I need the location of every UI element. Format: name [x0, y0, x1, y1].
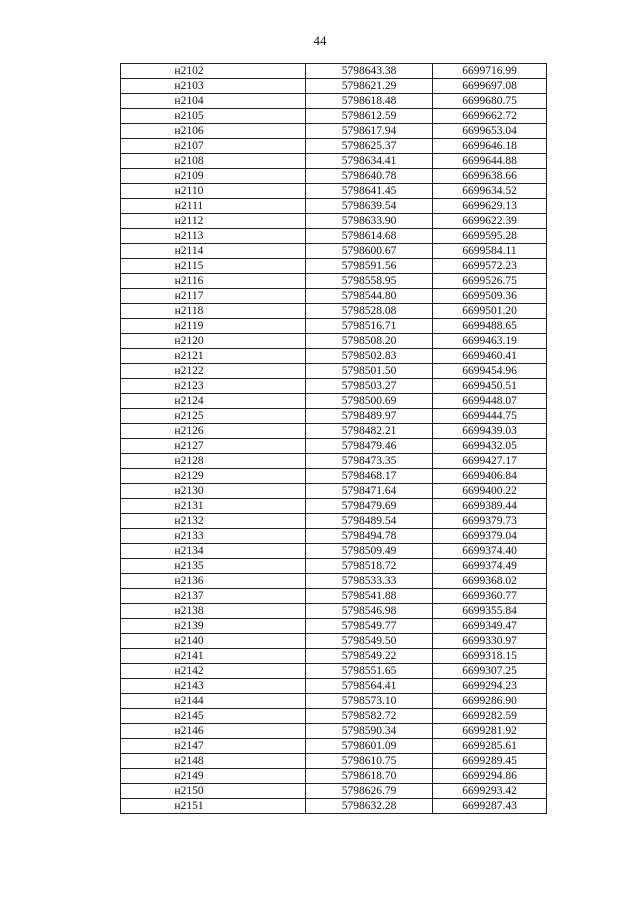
- point-id-cell: н2132: [121, 514, 306, 529]
- x-coordinate-cell: 5798573.10: [306, 694, 433, 709]
- point-id-cell: н2109: [121, 169, 306, 184]
- point-id-cell: н2117: [121, 289, 306, 304]
- table-row: [121, 499, 547, 514]
- x-coordinate-cell: 5798618.48: [306, 94, 433, 109]
- point-id-cell: н2147: [121, 739, 306, 754]
- x-coordinate-cell: 5798610.75: [306, 754, 433, 769]
- y-coordinate-cell: 6699406.84: [433, 469, 547, 484]
- point-id-cell: н2103: [121, 79, 306, 94]
- x-coordinate-cell: 5798600.67: [306, 244, 433, 259]
- y-coordinate-cell: 6699374.40: [433, 544, 547, 559]
- point-id-cell: н2141: [121, 649, 306, 664]
- y-coordinate-cell: 6699282.59: [433, 709, 547, 724]
- y-coordinate-cell: 6699463.19: [433, 334, 547, 349]
- x-coordinate-cell: 5798500.69: [306, 394, 433, 409]
- x-coordinate-cell: 5798551.65: [306, 664, 433, 679]
- table-row: [121, 544, 547, 559]
- table-row: [121, 739, 547, 754]
- y-coordinate-cell: 6699349.47: [433, 619, 547, 634]
- table-row: [121, 454, 547, 469]
- y-coordinate-cell: 6699374.49: [433, 559, 547, 574]
- y-coordinate-cell: 6699680.75: [433, 94, 547, 109]
- x-coordinate-cell: 5798503.27: [306, 379, 433, 394]
- y-coordinate-cell: 6699638.66: [433, 169, 547, 184]
- table-row: [121, 769, 547, 784]
- point-id-cell: н2108: [121, 154, 306, 169]
- table-row: [121, 469, 547, 484]
- table-row: [121, 679, 547, 694]
- table-row: [121, 184, 547, 199]
- table-row: [121, 229, 547, 244]
- table-row: [121, 589, 547, 604]
- x-coordinate-cell: 5798564.41: [306, 679, 433, 694]
- point-id-cell: н2124: [121, 394, 306, 409]
- point-id-cell: н2126: [121, 424, 306, 439]
- coordinates-table-body: [121, 64, 547, 814]
- x-coordinate-cell: 5798591.56: [306, 259, 433, 274]
- y-coordinate-cell: 6699293.42: [433, 784, 547, 799]
- x-coordinate-cell: 5798549.50: [306, 634, 433, 649]
- table-row: [121, 514, 547, 529]
- x-coordinate-cell: 5798549.22: [306, 649, 433, 664]
- y-coordinate-cell: 6699584.11: [433, 244, 547, 259]
- point-id-cell: н2110: [121, 184, 306, 199]
- point-id-cell: н2123: [121, 379, 306, 394]
- point-id-cell: н2146: [121, 724, 306, 739]
- y-coordinate-cell: 6699595.28: [433, 229, 547, 244]
- point-id-cell: н2131: [121, 499, 306, 514]
- x-coordinate-cell: 5798614.68: [306, 229, 433, 244]
- y-coordinate-cell: 6699716.99: [433, 64, 547, 79]
- y-coordinate-cell: 6699454.96: [433, 364, 547, 379]
- y-coordinate-cell: 6699318.15: [433, 649, 547, 664]
- y-coordinate-cell: 6699634.52: [433, 184, 547, 199]
- table-row: [121, 79, 547, 94]
- point-id-cell: н2128: [121, 454, 306, 469]
- x-coordinate-cell: 5798516.71: [306, 319, 433, 334]
- coordinates-table: [120, 63, 547, 814]
- x-coordinate-cell: 5798639.54: [306, 199, 433, 214]
- point-id-cell: н2102: [121, 64, 306, 79]
- table-row: [121, 439, 547, 454]
- table-row: [121, 154, 547, 169]
- table-row: [121, 799, 547, 814]
- y-coordinate-cell: 6699360.77: [433, 589, 547, 604]
- table-row: [121, 409, 547, 424]
- table-row: [121, 634, 547, 649]
- table-row: [121, 709, 547, 724]
- y-coordinate-cell: 6699509.36: [433, 289, 547, 304]
- point-id-cell: н2112: [121, 214, 306, 229]
- x-coordinate-cell: 5798582.72: [306, 709, 433, 724]
- x-coordinate-cell: 5798601.09: [306, 739, 433, 754]
- point-id-cell: н2135: [121, 559, 306, 574]
- y-coordinate-cell: 6699450.51: [433, 379, 547, 394]
- y-coordinate-cell: 6699389.44: [433, 499, 547, 514]
- table-row: [121, 649, 547, 664]
- point-id-cell: н2143: [121, 679, 306, 694]
- table-row: [121, 394, 547, 409]
- table-row: [121, 169, 547, 184]
- table-row: [121, 199, 547, 214]
- x-coordinate-cell: 5798489.54: [306, 514, 433, 529]
- x-coordinate-cell: 5798641.45: [306, 184, 433, 199]
- point-id-cell: н2107: [121, 139, 306, 154]
- point-id-cell: н2133: [121, 529, 306, 544]
- point-id-cell: н2136: [121, 574, 306, 589]
- table-row: [121, 64, 547, 79]
- point-id-cell: н2115: [121, 259, 306, 274]
- y-coordinate-cell: 6699355.84: [433, 604, 547, 619]
- point-id-cell: н2119: [121, 319, 306, 334]
- point-id-cell: н2130: [121, 484, 306, 499]
- y-coordinate-cell: 6699432.05: [433, 439, 547, 454]
- point-id-cell: н2151: [121, 799, 306, 814]
- y-coordinate-cell: 6699281.92: [433, 724, 547, 739]
- x-coordinate-cell: 5798544.80: [306, 289, 433, 304]
- y-coordinate-cell: 6699444.75: [433, 409, 547, 424]
- x-coordinate-cell: 5798508.20: [306, 334, 433, 349]
- table-row: [121, 289, 547, 304]
- x-coordinate-cell: 5798621.29: [306, 79, 433, 94]
- point-id-cell: н2137: [121, 589, 306, 604]
- y-coordinate-cell: 6699448.07: [433, 394, 547, 409]
- x-coordinate-cell: 5798518.72: [306, 559, 433, 574]
- x-coordinate-cell: 5798489.97: [306, 409, 433, 424]
- point-id-cell: н2140: [121, 634, 306, 649]
- x-coordinate-cell: 5798482.21: [306, 424, 433, 439]
- x-coordinate-cell: 5798626.79: [306, 784, 433, 799]
- table-row: [121, 304, 547, 319]
- x-coordinate-cell: 5798558.95: [306, 274, 433, 289]
- point-id-cell: н2139: [121, 619, 306, 634]
- point-id-cell: н2142: [121, 664, 306, 679]
- point-id-cell: н2121: [121, 349, 306, 364]
- x-coordinate-cell: 5798494.78: [306, 529, 433, 544]
- point-id-cell: н2138: [121, 604, 306, 619]
- y-coordinate-cell: 6699285.61: [433, 739, 547, 754]
- table-row: [121, 664, 547, 679]
- point-id-cell: н2144: [121, 694, 306, 709]
- y-coordinate-cell: 6699400.22: [433, 484, 547, 499]
- table-row: [121, 379, 547, 394]
- x-coordinate-cell: 5798618.70: [306, 769, 433, 784]
- point-id-cell: н2116: [121, 274, 306, 289]
- x-coordinate-cell: 5798590.34: [306, 724, 433, 739]
- x-coordinate-cell: 5798634.41: [306, 154, 433, 169]
- point-id-cell: н2145: [121, 709, 306, 724]
- table-row: [121, 424, 547, 439]
- x-coordinate-cell: 5798468.17: [306, 469, 433, 484]
- table-row: [121, 529, 547, 544]
- table-row: [121, 694, 547, 709]
- table-row: [121, 139, 547, 154]
- y-coordinate-cell: 6699622.39: [433, 214, 547, 229]
- x-coordinate-cell: 5798549.77: [306, 619, 433, 634]
- point-id-cell: н2106: [121, 124, 306, 139]
- point-id-cell: н2129: [121, 469, 306, 484]
- x-coordinate-cell: 5798633.90: [306, 214, 433, 229]
- point-id-cell: н2122: [121, 364, 306, 379]
- x-coordinate-cell: 5798640.78: [306, 169, 433, 184]
- x-coordinate-cell: 5798509.49: [306, 544, 433, 559]
- table-row: [121, 574, 547, 589]
- table-row: [121, 244, 547, 259]
- y-coordinate-cell: 6699439.03: [433, 424, 547, 439]
- y-coordinate-cell: 6699294.23: [433, 679, 547, 694]
- table-row: [121, 274, 547, 289]
- y-coordinate-cell: 6699572.23: [433, 259, 547, 274]
- x-coordinate-cell: 5798546.98: [306, 604, 433, 619]
- point-id-cell: н2134: [121, 544, 306, 559]
- table-row: [121, 604, 547, 619]
- y-coordinate-cell: 6699427.17: [433, 454, 547, 469]
- x-coordinate-cell: 5798501.50: [306, 364, 433, 379]
- point-id-cell: н2105: [121, 109, 306, 124]
- y-coordinate-cell: 6699307.25: [433, 664, 547, 679]
- table-row: [121, 559, 547, 574]
- x-coordinate-cell: 5798612.59: [306, 109, 433, 124]
- table-row: [121, 124, 547, 139]
- x-coordinate-cell: 5798471.64: [306, 484, 433, 499]
- table-row: [121, 334, 547, 349]
- x-coordinate-cell: 5798479.69: [306, 499, 433, 514]
- point-id-cell: н2150: [121, 784, 306, 799]
- x-coordinate-cell: 5798473.35: [306, 454, 433, 469]
- x-coordinate-cell: 5798625.37: [306, 139, 433, 154]
- table-row: [121, 484, 547, 499]
- table-row: [121, 319, 547, 334]
- y-coordinate-cell: 6699379.73: [433, 514, 547, 529]
- point-id-cell: н2149: [121, 769, 306, 784]
- table-row: [121, 784, 547, 799]
- table-row: [121, 259, 547, 274]
- y-coordinate-cell: 6699287.43: [433, 799, 547, 814]
- table-row: [121, 94, 547, 109]
- y-coordinate-cell: 6699697.08: [433, 79, 547, 94]
- y-coordinate-cell: 6699379.04: [433, 529, 547, 544]
- y-coordinate-cell: 6699330.97: [433, 634, 547, 649]
- y-coordinate-cell: 6699501.20: [433, 304, 547, 319]
- table-row: [121, 214, 547, 229]
- point-id-cell: н2148: [121, 754, 306, 769]
- y-coordinate-cell: 6699289.45: [433, 754, 547, 769]
- y-coordinate-cell: 6699294.86: [433, 769, 547, 784]
- y-coordinate-cell: 6699460.41: [433, 349, 547, 364]
- x-coordinate-cell: 5798502.83: [306, 349, 433, 364]
- x-coordinate-cell: 5798632.28: [306, 799, 433, 814]
- y-coordinate-cell: 6699662.72: [433, 109, 547, 124]
- table-row: [121, 364, 547, 379]
- y-coordinate-cell: 6699629.13: [433, 199, 547, 214]
- y-coordinate-cell: 6699368.02: [433, 574, 547, 589]
- x-coordinate-cell: 5798643.38: [306, 64, 433, 79]
- x-coordinate-cell: 5798617.94: [306, 124, 433, 139]
- x-coordinate-cell: 5798533.33: [306, 574, 433, 589]
- point-id-cell: н2118: [121, 304, 306, 319]
- y-coordinate-cell: 6699526.75: [433, 274, 547, 289]
- point-id-cell: н2111: [121, 199, 306, 214]
- y-coordinate-cell: 6699653.04: [433, 124, 547, 139]
- table-row: [121, 754, 547, 769]
- point-id-cell: н2104: [121, 94, 306, 109]
- point-id-cell: н2125: [121, 409, 306, 424]
- point-id-cell: н2114: [121, 244, 306, 259]
- table-row: [121, 724, 547, 739]
- page-number: 44: [313, 33, 327, 48]
- x-coordinate-cell: 5798479.46: [306, 439, 433, 454]
- x-coordinate-cell: 5798541.88: [306, 589, 433, 604]
- y-coordinate-cell: 6699286.90: [433, 694, 547, 709]
- table-row: [121, 619, 547, 634]
- table-row: [121, 109, 547, 124]
- x-coordinate-cell: 5798528.08: [306, 304, 433, 319]
- y-coordinate-cell: 6699488.65: [433, 319, 547, 334]
- point-id-cell: н2113: [121, 229, 306, 244]
- point-id-cell: н2127: [121, 439, 306, 454]
- table-row: [121, 349, 547, 364]
- y-coordinate-cell: 6699646.18: [433, 139, 547, 154]
- point-id-cell: н2120: [121, 334, 306, 349]
- y-coordinate-cell: 6699644.88: [433, 154, 547, 169]
